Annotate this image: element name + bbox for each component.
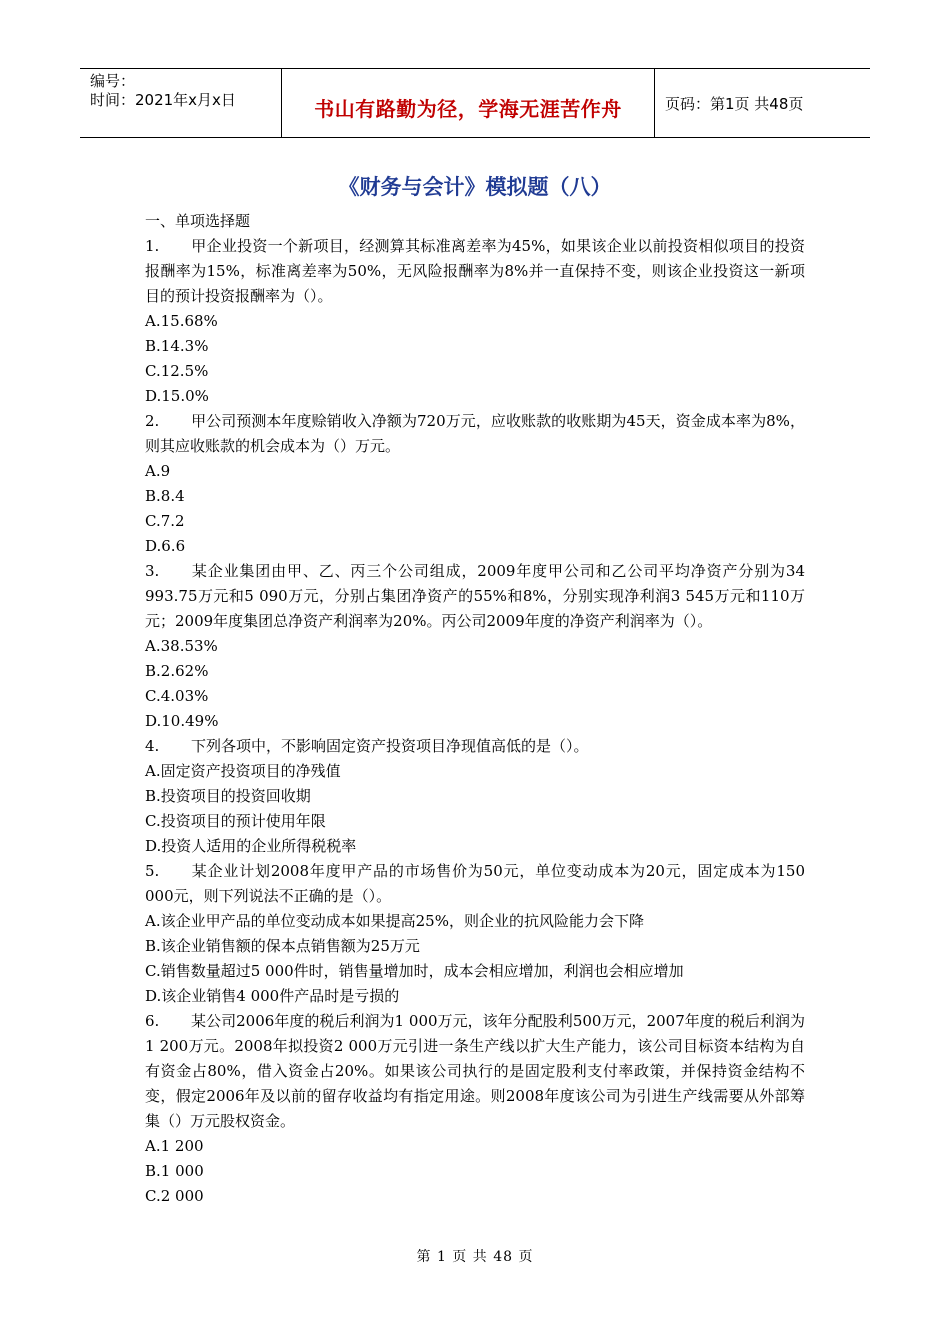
answer-option: A.1 200 [145,1137,204,1155]
answer-option: B.投资项目的投资回收期 [145,787,311,805]
answer-option: D.15.0% [145,387,209,405]
answer-option: D.该企业销售4 000件产品时是亏损的 [145,987,400,1005]
document-title: 《财务与会计》模拟题（八） [338,175,612,199]
answer-option: C.投资项目的预计使用年限 [145,812,326,830]
question-text: 甲公司预测本年度赊销收入净额为720万元，应收账款的收账期为45天，资金成本率为8%，则其应收账款的机会成本为（）万元。 [145,412,805,455]
question-text: 甲企业投资一个新项目，经测算其标准离差率为45%，如果该企业以前投资相似项目的投资报酬率为15%，标准离差率为50%，无风险报酬率为8%并一直保持不变，则该企业投资这一新项目的预计投资报酬率为（）。 [145,237,805,305]
answer-option: A.9 [145,462,171,480]
header-info-cell [80,69,282,137]
answer-option: A.15.68% [145,312,218,330]
answer-option: B.14.3% [145,337,209,355]
question-number: 4. [145,737,160,755]
header-motto-cell [282,69,655,137]
answer-option: D.投资人适用的企业所得税税率 [145,837,357,855]
question-3 [145,559,805,634]
answer-option: C.2 000 [145,1187,204,1205]
question-number: 3. [145,562,160,580]
question-number: 6. [145,1012,160,1030]
page-info: 页码：第1页 共48页 [665,95,804,113]
answer-option: A.该企业甲产品的单位变动成本如果提高25%，则企业的抗风险能力会下降 [145,912,644,930]
answer-option: C.4.03% [145,687,209,705]
answer-option: B.1 000 [145,1162,204,1180]
answer-option: C.12.5% [145,362,209,380]
answer-option: C.销售数量超过5 000件时，销售量增加时，成本会相应增加，利润也会相应增加 [145,962,684,980]
question-number: 5. [145,862,160,880]
question-list [145,234,805,1209]
question-text: 某企业集团由甲、乙、丙三个公司组成，2009年度甲公司和乙公司平均净资产分别为34 993.75万元和5 090万元，分别占集团净资产的55%和8%，分别实现净利润3 545万元和110万元；2009年度集团总净资产利润率为20%。丙公司2009年度的净资产利润率为（）。 [145,562,805,630]
answer-option: C.7.2 [145,512,185,530]
question-4 [145,734,805,759]
question-6 [145,1009,805,1134]
document-body [145,209,805,1209]
question-text: 下列各项中，不影响固定资产投资项目净现值高低的是（）。 [191,737,589,755]
question-5 [145,859,805,909]
motto: 书山有路勤为径，学海无涯苦作舟 [314,97,622,121]
header-page-cell [655,69,870,137]
answer-option: A.固定资产投资项目的净残值 [145,762,341,780]
question-text: 某公司2006年度的税后利润为1 000万元，该年分配股利500万元，2007年度的税后利润为1 200万元。2008年拟投资2 000万元引进一条生产线以扩大生产能力，该公司目标资本结构为自有资金占80%，借入资金占20%。如果该公司执行的是固定股利支付率政策，并保持资金结构不变，假定2006年及以前的留存收益均有指定用途。则2008年度该公司为引进生产线需要从外部筹集（）万元股权资金。 [145,1012,805,1130]
section-heading: 一、单项选择题 [145,212,251,230]
answer-option: B.2.62% [145,662,209,680]
answer-option: B.该企业销售额的保本点销售额为25万元 [145,937,420,955]
question-number: 1. [145,237,160,255]
number-label: 编号： [90,72,136,90]
answer-option: D.6.6 [145,537,186,555]
question-number: 2. [145,412,160,430]
page-footer: 第 1 页 共 48 页 [416,1249,534,1265]
question-text: 某企业计划2008年度甲产品的市场售价为50元，单位变动成本为20元，固定成本为150 000元，则下列说法不正确的是（）。 [145,862,805,905]
answer-option: D.10.49% [145,712,219,730]
page-header [80,68,870,138]
question-1 [145,234,805,309]
answer-option: A.38.53% [145,637,218,655]
question-2 [145,409,805,459]
answer-option: B.8.4 [145,487,185,505]
date-line: 时间：2021年x月x日 [90,91,236,109]
